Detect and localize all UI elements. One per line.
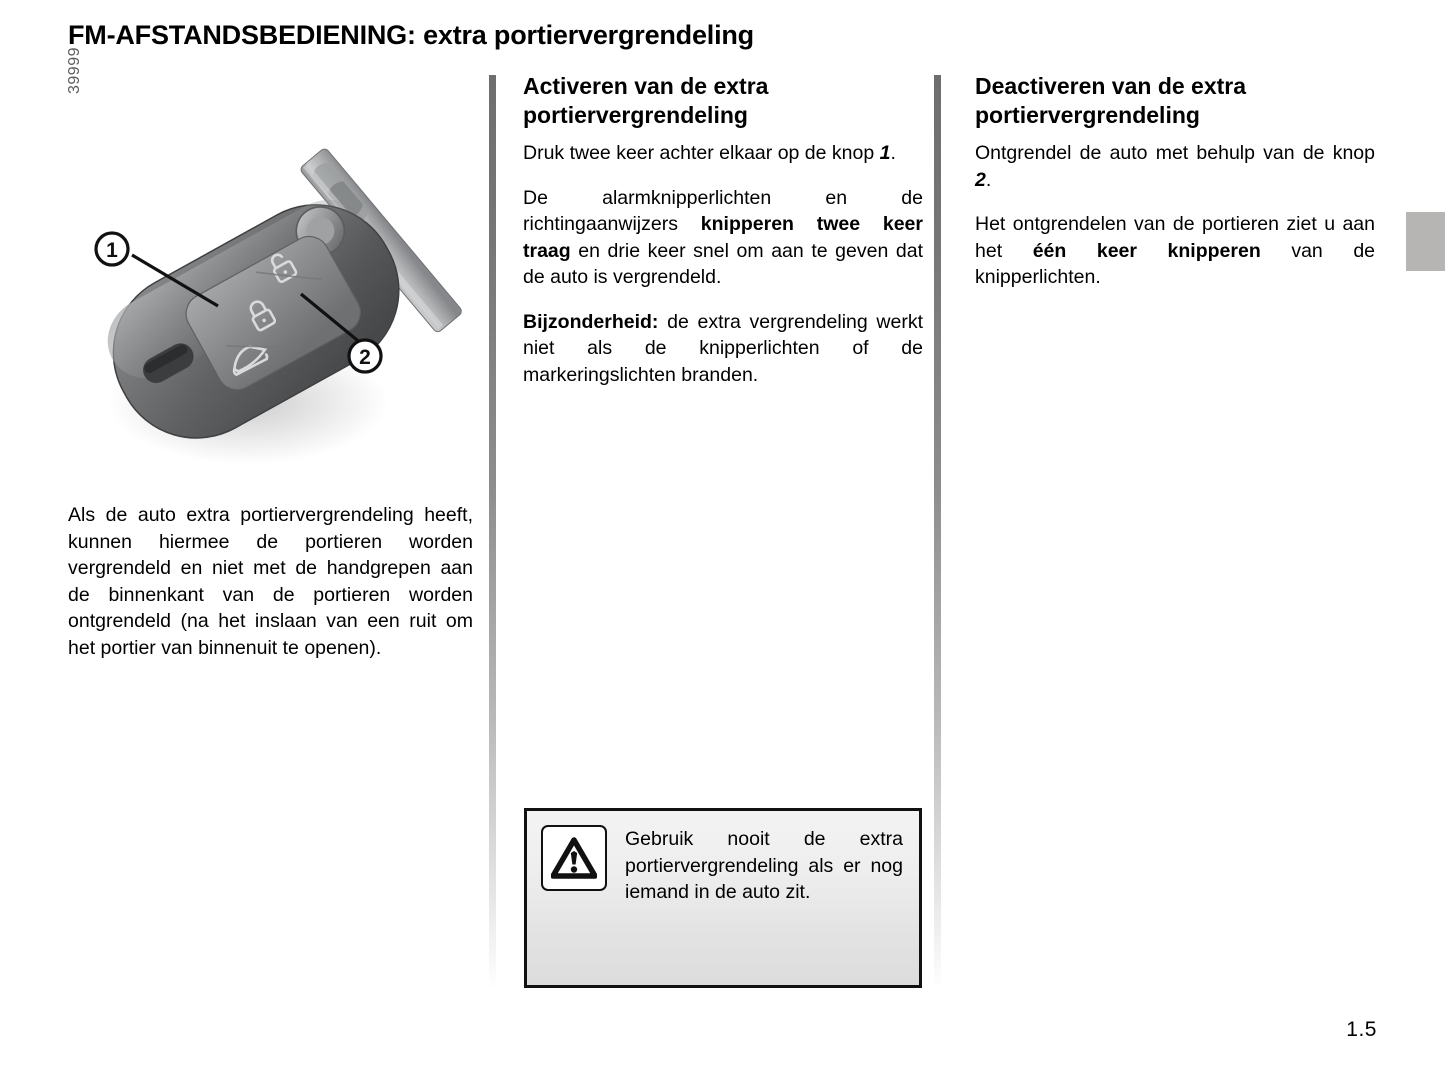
flip-key-remote-photo — [68, 72, 473, 484]
deactivate-p2-before: Het ontgrendelen van de portieren ziet u aan het — [975, 213, 1375, 262]
deactivate-p2-after: van de knipperlichten. — [975, 239, 1376, 288]
activate-p2-bold: knipperen twee keer traag — [523, 213, 923, 262]
activate-paragraph-1 — [523, 140, 923, 167]
right-column — [975, 72, 1375, 291]
deactivate-p1-emphasis: 2 — [975, 168, 986, 191]
deactivate-p2-bold: één keer knipperen — [1032, 239, 1261, 262]
deactivate-paragraph-2 — [975, 211, 1375, 291]
deactivate-section-heading: Deactiveren van de extra portiervergrendeling — [975, 73, 1247, 128]
svg-text:2: 2 — [359, 346, 371, 369]
warning-text: Gebruik nooit de extra portiervergrendeling als er nog iemand in de auto zit. — [625, 828, 903, 903]
left-intro-paragraph: Als de auto extra portiervergrendeling heeft, kunnen hiermee de portieren worden vergrendeld en niet met de handgrepen aan de binnenkant van de portieren worden ontgrendeld (na het inslaan van een ruit om het portier van binnenuit te openen). — [68, 504, 473, 659]
deactivate-paragraph-1 — [975, 140, 1375, 193]
activate-p1-after: . — [890, 142, 896, 164]
activate-p1-before: Druk twee keer achter elkaar op de knop — [523, 142, 880, 164]
svg-text:1: 1 — [106, 239, 118, 262]
warning-box — [524, 808, 922, 988]
callout-1 — [96, 233, 128, 265]
callout-2 — [349, 340, 381, 372]
activate-p1-emphasis: 1 — [879, 142, 891, 164]
activate-p3-after: de extra vergrendeling werkt niet als de knipperlichten of de markeringslichten branden. — [523, 310, 923, 386]
activate-section-heading: Activeren van de extra portiervergrendeling — [523, 73, 769, 128]
activate-p2-after: en drie keer snel om aan te geven dat de auto is vergrendeld. — [523, 239, 923, 288]
middle-column — [523, 72, 923, 388]
page-title: FM-AFSTANDSBEDIENING: extra portiervergrendeling — [68, 20, 754, 50]
activate-p2-before: De alarmknipperlichten en de richtingaanwijzers — [523, 186, 923, 235]
activate-p3-bold: Bijzonderheid: — [523, 310, 659, 333]
activate-paragraph-2 — [523, 185, 923, 291]
left-column — [66, 47, 473, 661]
activate-paragraph-3 — [523, 309, 923, 389]
page-number: 1.5 — [1346, 1018, 1377, 1041]
deactivate-p1-after: . — [985, 168, 992, 191]
column-divider-left — [489, 75, 496, 990]
column-divider-right — [934, 75, 941, 990]
key-fob-figure — [66, 47, 473, 484]
deactivate-p1-before: Ontgrendel de auto met behulp van de knop — [975, 142, 1375, 164]
chapter-edge-tab — [1406, 212, 1445, 271]
warning-triangle-icon — [541, 825, 607, 891]
figure-reference-code: 39999 — [66, 47, 83, 94]
